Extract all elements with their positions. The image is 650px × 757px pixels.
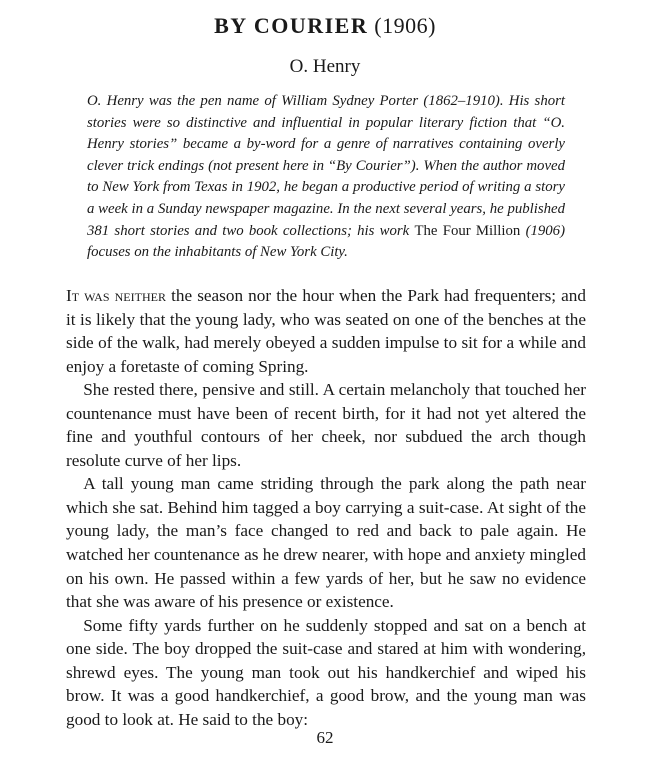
title-year: (1906) xyxy=(374,13,436,38)
story-paragraph: A tall young man came striding through the park along the path near which she sat. Behind him tagged a boy carrying a suit-case. At sight of the young lady, the man’s face changed to red and back to pale again. He watched her countenance as he drew nearer, with hope and anxiety mingled on his own. He passed within a few yards of her, but he saw no evidence that she was aware of his presence or existence. xyxy=(66,474,586,612)
story-body xyxy=(66,284,586,731)
intro-text-part1: O. Henry was the pen name of William Sydney Porter (1862–1910). His short stories were so distinctive and influential in popular literary fiction that “O. Henry stories” became a by-word for a genre of narratives containing overly clever trick endings (not present here in “By Courier”). When the author moved to New York from Texas in 1902, he began a productive period of writing a story a week in a Sunday newspaper magazine. In the next several years, he published 381 short stories and two book collections; his work xyxy=(87,93,565,239)
story-paragraph: She rested there, pensive and still. A certain melancholy that touched her countenance must have been of recent birth, for it had not yet altered the fine and youthful contours of her cheek, nor subdued the arch though resolute curve of her lips. xyxy=(66,380,586,470)
author-name: O. Henry xyxy=(289,56,361,77)
paragraph-text: the season nor the hour when the Park had frequenters; and it is likely that the young lady, who was seated on one of the benches at the side of the walk, had merely obeyed a sudden impulse to sit for a while and enjoy a foretaste of coming Spring. xyxy=(66,286,586,376)
story-paragraph: Some fifty yards further on he suddenly stopped and sat on a bench at one side. The boy dropped the suit-case and stared at him with wondering, shrewd eyes. The young man took out his handkerchief and wiped his brow. It was a good handkerchief, a good brow, and the young man was good to look at. He said to the boy: xyxy=(66,615,586,729)
intro-book-title: The Four Million xyxy=(414,222,521,239)
story-paragraph xyxy=(66,284,586,378)
page-number: 62 xyxy=(316,728,334,747)
small-caps-lead-in: It was neither xyxy=(66,286,166,305)
title-text: BY COURIER xyxy=(214,13,369,38)
author-introduction xyxy=(87,91,565,264)
story-title xyxy=(0,13,650,39)
intro-text-part2: (1906) focuses on the inhabitants of New York City. xyxy=(87,222,566,261)
